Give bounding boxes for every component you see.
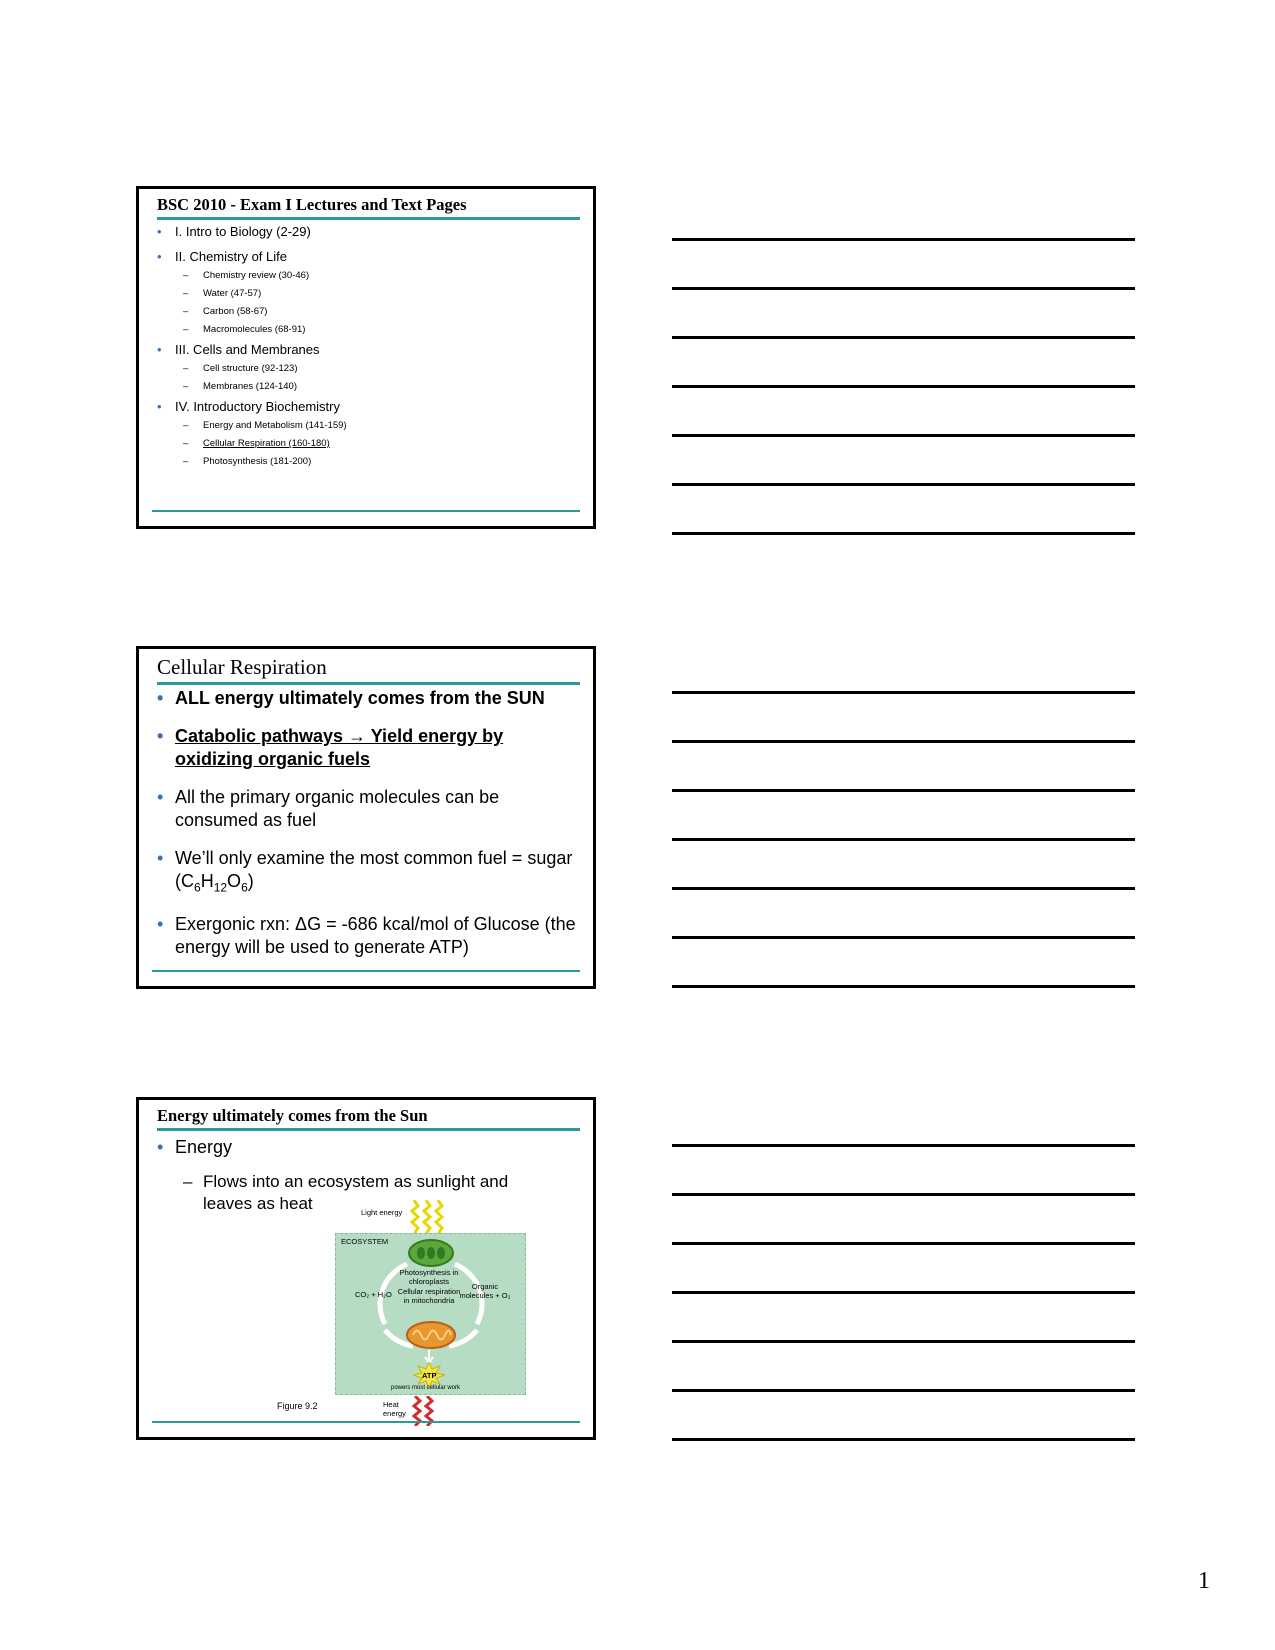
note-line (672, 385, 1135, 388)
bullet-dot-icon: • (157, 726, 164, 746)
slide-2-title: Cellular Respiration (157, 655, 580, 685)
bullet-dot-icon: • (157, 1137, 164, 1157)
slide-3-title: Energy ultimately comes from the Sun (157, 1106, 580, 1131)
note-line (672, 838, 1135, 841)
mitochondrion-icon (405, 1320, 457, 1350)
note-line (672, 1340, 1135, 1343)
sub-bullet-item: – Cellular Respiration (160-180) (183, 438, 330, 449)
sub-bullet-item: – Flows into an ecosystem as sunlight and leaves as heat (183, 1172, 509, 1213)
note-line (672, 1389, 1135, 1392)
bullet-item: • All the primary organic molecules can be consumed as fuel (157, 787, 500, 830)
sub-bullet-item: – Chemistry review (30-46) (183, 270, 310, 281)
sub-bullet-item: – Photosynthesis (181-200) (183, 456, 312, 467)
ecosystem-label: ECOSYSTEM (341, 1237, 389, 1246)
bullet-item: • We’ll only examine the most common fuel = sugar $(C_6H_{12}O_6)$ (157, 848, 573, 895)
note-line (672, 887, 1135, 890)
sub-bullet-item: – Cell structure (92-123) (183, 363, 298, 374)
sub-bullet-item: – Water (47-57) (183, 288, 262, 299)
organic-molecules-label: Organic molecules + O₂ (459, 1282, 511, 1300)
bullet-dot-icon: • (157, 399, 162, 414)
bullet-item: • IV. Introductory Biochemistry (157, 399, 340, 414)
slide-divider (152, 510, 580, 512)
bullet-dot-icon: • (157, 688, 164, 708)
slide-2-bullets (157, 687, 581, 959)
bullet-dot-icon: • (157, 224, 162, 239)
note-line (672, 1242, 1135, 1245)
note-line (672, 434, 1135, 437)
bullet-dot-icon: • (157, 787, 164, 807)
slide-1 (136, 186, 596, 529)
bullet-item: • Catabolic pathways → Yield energy by oxidizing organic fuels (157, 726, 504, 769)
slide-1-bullets (157, 223, 581, 468)
figure-caption: Figure 9.2 (277, 1401, 318, 1411)
sub-bullet-item: – Energy and Metabolism (141-159) (183, 420, 347, 431)
note-line (672, 740, 1135, 743)
note-line (672, 238, 1135, 241)
bullet-item: • II. Chemistry of Life (157, 249, 287, 264)
slide-1-title: BSC 2010 - Exam I Lectures and Text Pages (157, 195, 580, 220)
note-line (672, 789, 1135, 792)
heat-energy-label: Heat energy (383, 1400, 406, 1418)
slide-3 (136, 1097, 596, 1440)
chloroplast-icon (407, 1238, 455, 1268)
note-line (672, 1438, 1135, 1441)
bullet-dot-icon: • (157, 848, 164, 868)
bullet-dot-icon: • (157, 249, 162, 264)
page-number: 1 (1198, 1568, 1210, 1594)
sunlight-icon (409, 1200, 449, 1234)
bullet-item: • ALL energy ultimately comes from the SUN (157, 688, 545, 708)
sub-bullet-item: – Macromolecules (68-91) (183, 324, 306, 335)
note-line (672, 936, 1135, 939)
respiration-label: Cellular respiration in mitochondria (397, 1287, 461, 1305)
note-line (672, 287, 1135, 290)
note-line (672, 532, 1135, 535)
note-line (672, 1144, 1135, 1147)
note-line (672, 691, 1135, 694)
sub-bullet-item: – Membranes (124-140) (183, 381, 297, 392)
bullet-item: • III. Cells and Membranes (157, 342, 320, 357)
bullet-item: • I. Intro to Biology (2-29) (157, 224, 311, 239)
photosynthesis-label: Photosynthesis in chloroplasts (399, 1268, 459, 1286)
ecosystem-figure (139, 1100, 593, 1437)
co2-h2o-label: CO₂ + H₂O (355, 1290, 392, 1299)
atp-label: ATP (422, 1371, 437, 1380)
bullet-item: • Energy (157, 1137, 233, 1157)
slide-divider (152, 1421, 580, 1423)
note-line (672, 1291, 1135, 1294)
light-energy-label: Light energy (361, 1208, 403, 1217)
note-line (672, 336, 1135, 339)
bullet-item: • Exergonic rxn: ΔG = -686 kcal/mol of Glucose (the energy will be used to generate ATP) (157, 913, 576, 957)
cellular-work-label: powers most cellular work (391, 1385, 461, 1391)
note-line (672, 483, 1135, 486)
note-line (672, 1193, 1135, 1196)
bullet-dot-icon: • (157, 913, 164, 934)
bullet-dot-icon: • (157, 342, 162, 357)
slide-divider (152, 970, 580, 972)
note-line (672, 985, 1135, 988)
sub-bullet-item: – Carbon (58-67) (183, 306, 268, 317)
slide-2 (136, 646, 596, 989)
